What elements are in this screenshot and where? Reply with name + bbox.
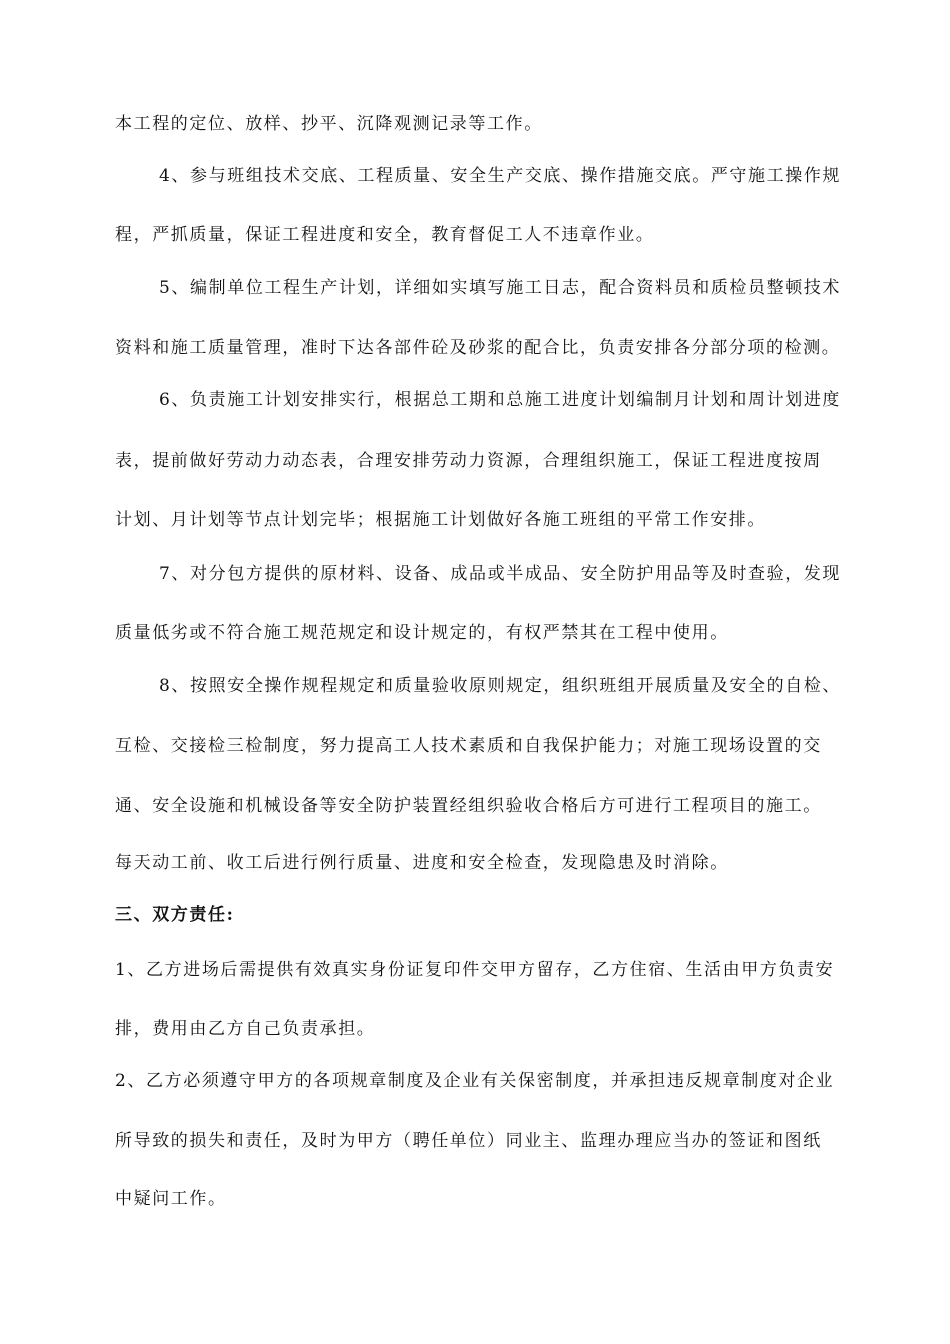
paragraph-line: 4、参与班组技术交底、工程质量、安全生产交底、操作措施交底。严守施工操作规 <box>159 166 842 186</box>
paragraph-line: 所导致的损失和责任，及时为甲方（聘任单位）同业主、监理办理应当办的签证和图纸 <box>115 1131 822 1151</box>
paragraph-line: 1、乙方进场后需提供有效真实身份证复印件交甲方留存，乙方住宿、生活由甲方负责安 <box>115 960 835 980</box>
paragraph-line: 本工程的定位、放样、抄平、沉降观测记录等工作。 <box>115 114 543 134</box>
paragraph-line: 每天动工前、收工后进行例行质量、进度和安全检查，发现隐患及时消除。 <box>115 853 729 873</box>
paragraph-line: 8、按照安全操作规程规定和质量验收原则规定，组织班组开展质量及安全的自检、 <box>159 676 842 696</box>
paragraph-line: 中疑问工作。 <box>115 1189 227 1209</box>
paragraph-line: 通、安全设施和机械设备等安全防护装置经组织验收合格后方可进行工程项目的施工。 <box>115 796 822 816</box>
paragraph-line: 计划、月计划等节点计划完毕；根据施工计划做好各施工班组的平常工作安排。 <box>115 510 766 530</box>
paragraph-line: 2、乙方必须遵守甲方的各项规章制度及企业有关保密制度，并承担违反规章制度对企业 <box>115 1071 835 1091</box>
paragraph-line: 程，严抓质量，保证工程进度和安全，教育督促工人不违章作业。 <box>115 225 655 245</box>
paragraph-line: 排，费用由乙方自己负责承担。 <box>115 1019 376 1039</box>
paragraph-line: 5、编制单位工程生产计划，详细如实填写施工日志，配合资料员和质检员整顿技术 <box>159 278 842 298</box>
paragraph-line: 质量低劣或不符合施工规范规定和设计规定的，有权严禁其在工程中使用。 <box>115 623 729 643</box>
paragraph-line: 表，提前做好劳动力动态表，合理安排劳动力资源，合理组织施工，保证工程进度按周 <box>115 451 822 471</box>
paragraph-line: 7、对分包方提供的原材料、设备、成品或半成品、安全防护用品等及时查验，发现 <box>159 564 842 584</box>
paragraph-line: 资料和施工质量管理，准时下达各部件砼及砂浆的配合比，负责安排各分部分项的检测。 <box>115 338 841 358</box>
paragraph-line: 6、负责施工计划安排实行，根据总工期和总施工进度计划编制月计划和周计划进度 <box>159 390 842 410</box>
section-heading: 三、双方责任: <box>115 905 235 925</box>
paragraph-line: 互检、交接检三检制度，努力提高工人技术素质和自我保护能力；对施工现场设置的交 <box>115 736 822 756</box>
